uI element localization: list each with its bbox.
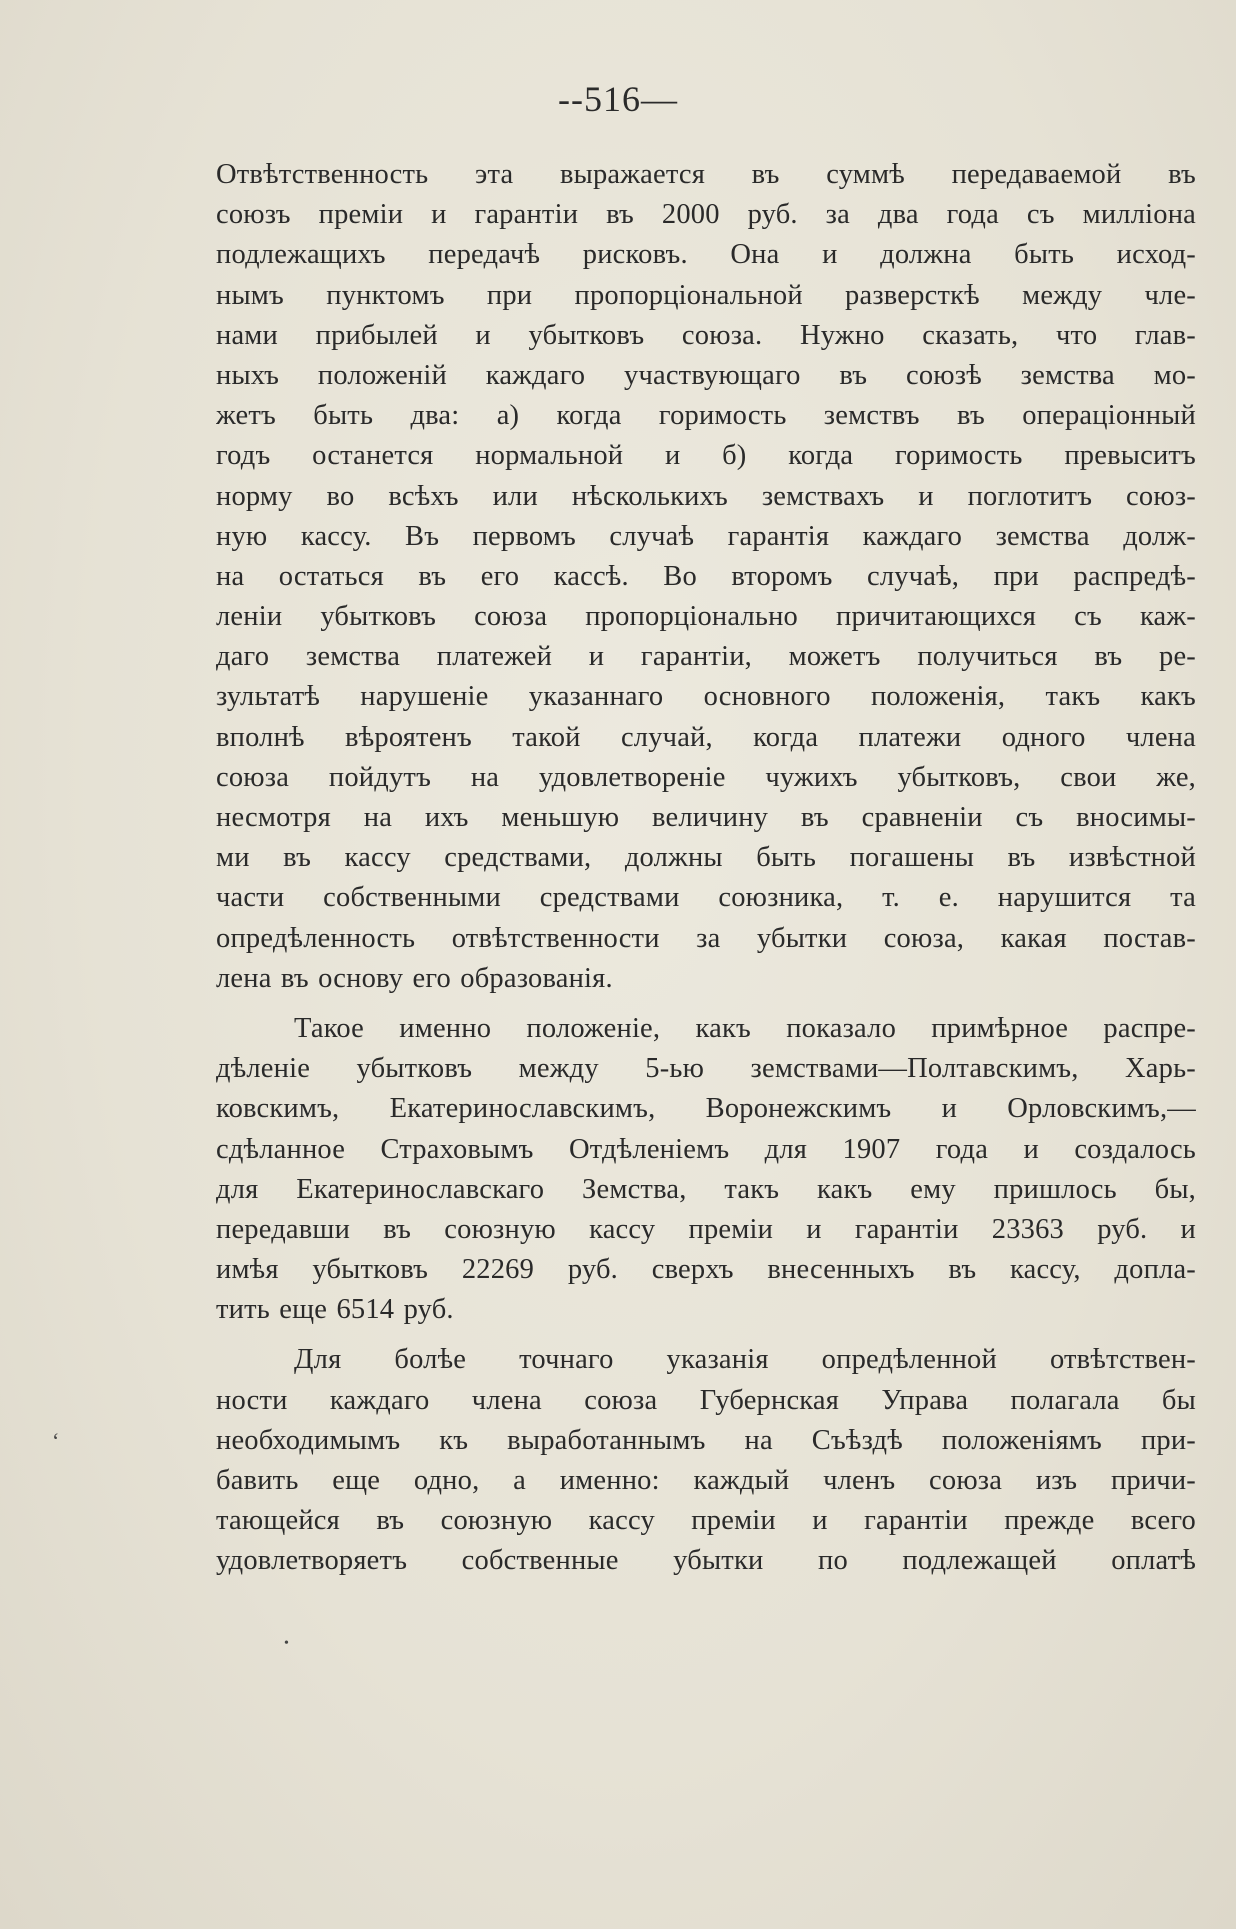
text-line: Для болѣе точнаго указанія опредѣленной отвѣтствен- — [294, 1344, 1196, 1376]
text-line: опредѣленность отвѣтственности за убытки союза, какая постав- — [216, 922, 1196, 954]
text-line: несмотря на ихъ меньшую величину въ сравненіи съ вносимы- — [216, 802, 1196, 833]
text-line: части собственными средствами союзника, т. е. нарушится та — [216, 882, 1196, 914]
text-line: нами прибылей и убытковъ союза. Нужно сказать, что глав- — [216, 319, 1196, 351]
text-line: Отвѣтственность эта выражается въ суммѣ передаваемой въ — [216, 159, 1196, 190]
body-text — [216, 155, 1196, 1582]
text-line: необходимымъ къ выработаннымъ на Съѣздѣ положеніямъ при- — [216, 1424, 1196, 1456]
text-line: союзъ преміи и гарантіи въ 2000 руб. за два года съ милліона — [216, 199, 1196, 231]
paragraph-gap — [216, 999, 1196, 1009]
text-line: подлежащихъ передачѣ рисковъ. Она и должна быть исход- — [216, 239, 1196, 271]
text-line: годъ останется нормальной и б) когда горимость превыситъ — [216, 440, 1196, 472]
text-line: для Екатеринославскаго Земства, такъ какъ ему пришлось бы, — [216, 1173, 1196, 1205]
text-line: зультатѣ нарушеніе указаннаго основного положенія, такъ какъ — [216, 681, 1196, 713]
text-line: на остаться въ его кассѣ. Во второмъ случаѣ, при распредѣ- — [216, 560, 1196, 592]
text-line: тающейся въ союзную кассу преміи и гарантіи прежде всего — [216, 1505, 1196, 1537]
text-line: ми въ кассу средствами, должны быть погашены въ извѣстной — [216, 842, 1196, 874]
paragraph-3 — [216, 1340, 1196, 1581]
text-line: удовлетворяетъ собственные убытки по подлежащей оплатѣ — [216, 1545, 1196, 1577]
margin-speck: ʻ — [52, 1428, 60, 1453]
paragraph-2 — [216, 1009, 1196, 1331]
text-line: нымъ пунктомъ при пропорціональной разверсткѣ между чле- — [216, 279, 1196, 311]
text-line: имѣя убытковъ 22269 руб. сверхъ внесенныхъ въ кассу, допла- — [216, 1254, 1196, 1286]
text-line: даго земства платежей и гарантіи, можетъ получиться въ ре- — [216, 641, 1196, 673]
text-line: Такое именно положеніе, какъ показало примѣрное распре- — [294, 1012, 1196, 1044]
paragraph-1 — [216, 155, 1196, 999]
text-line: лена въ основу его образованія. — [216, 962, 613, 994]
text-line: леніи убытковъ союза пропорціонально причитающихся съ каж- — [216, 601, 1196, 633]
text-line: бавить еще одно, а именно: каждый членъ союза изъ причи- — [216, 1465, 1196, 1496]
page-number: --516— — [558, 79, 678, 119]
text-line: тить еще 6514 руб. — [216, 1294, 454, 1326]
text-line: союза пойдутъ на удовлетвореніе чужихъ убытковъ, свои же, — [216, 761, 1196, 793]
text-line: ную кассу. Въ первомъ случаѣ гарантія каждаго земства долж- — [216, 520, 1196, 552]
text-line: сдѣланное Страховымъ Отдѣленіемъ для 1907 года и создалось — [216, 1133, 1196, 1165]
text-line: ныхъ положеній каждаго участвующаго въ союзѣ земства мо- — [216, 359, 1196, 391]
text-line: ности каждаго члена союза Губернская Управа полагала бы — [216, 1384, 1196, 1416]
text-line: дѣленіе убытковъ между 5-ью земствами—Полтавскимъ, Харь- — [216, 1053, 1196, 1085]
paragraph-gap — [216, 1330, 1196, 1340]
text-line: передавши въ союзную кассу преміи и гарантіи 23363 руб. и — [216, 1213, 1196, 1245]
text-line: норму во всѣхъ или нѣсколькихъ земствахъ и поглотитъ союз- — [216, 480, 1196, 512]
text-line: вполнѣ вѣроятенъ такой случай, когда платежи одного члена — [216, 721, 1196, 753]
margin-speck: • — [284, 1636, 289, 1651]
text-line: ковскимъ, Екатеринославскимъ, Воронежскимъ и Орловскимъ,— — [216, 1093, 1196, 1125]
text-line: жетъ быть два: а) когда горимость земствъ въ операціонный — [216, 400, 1196, 432]
